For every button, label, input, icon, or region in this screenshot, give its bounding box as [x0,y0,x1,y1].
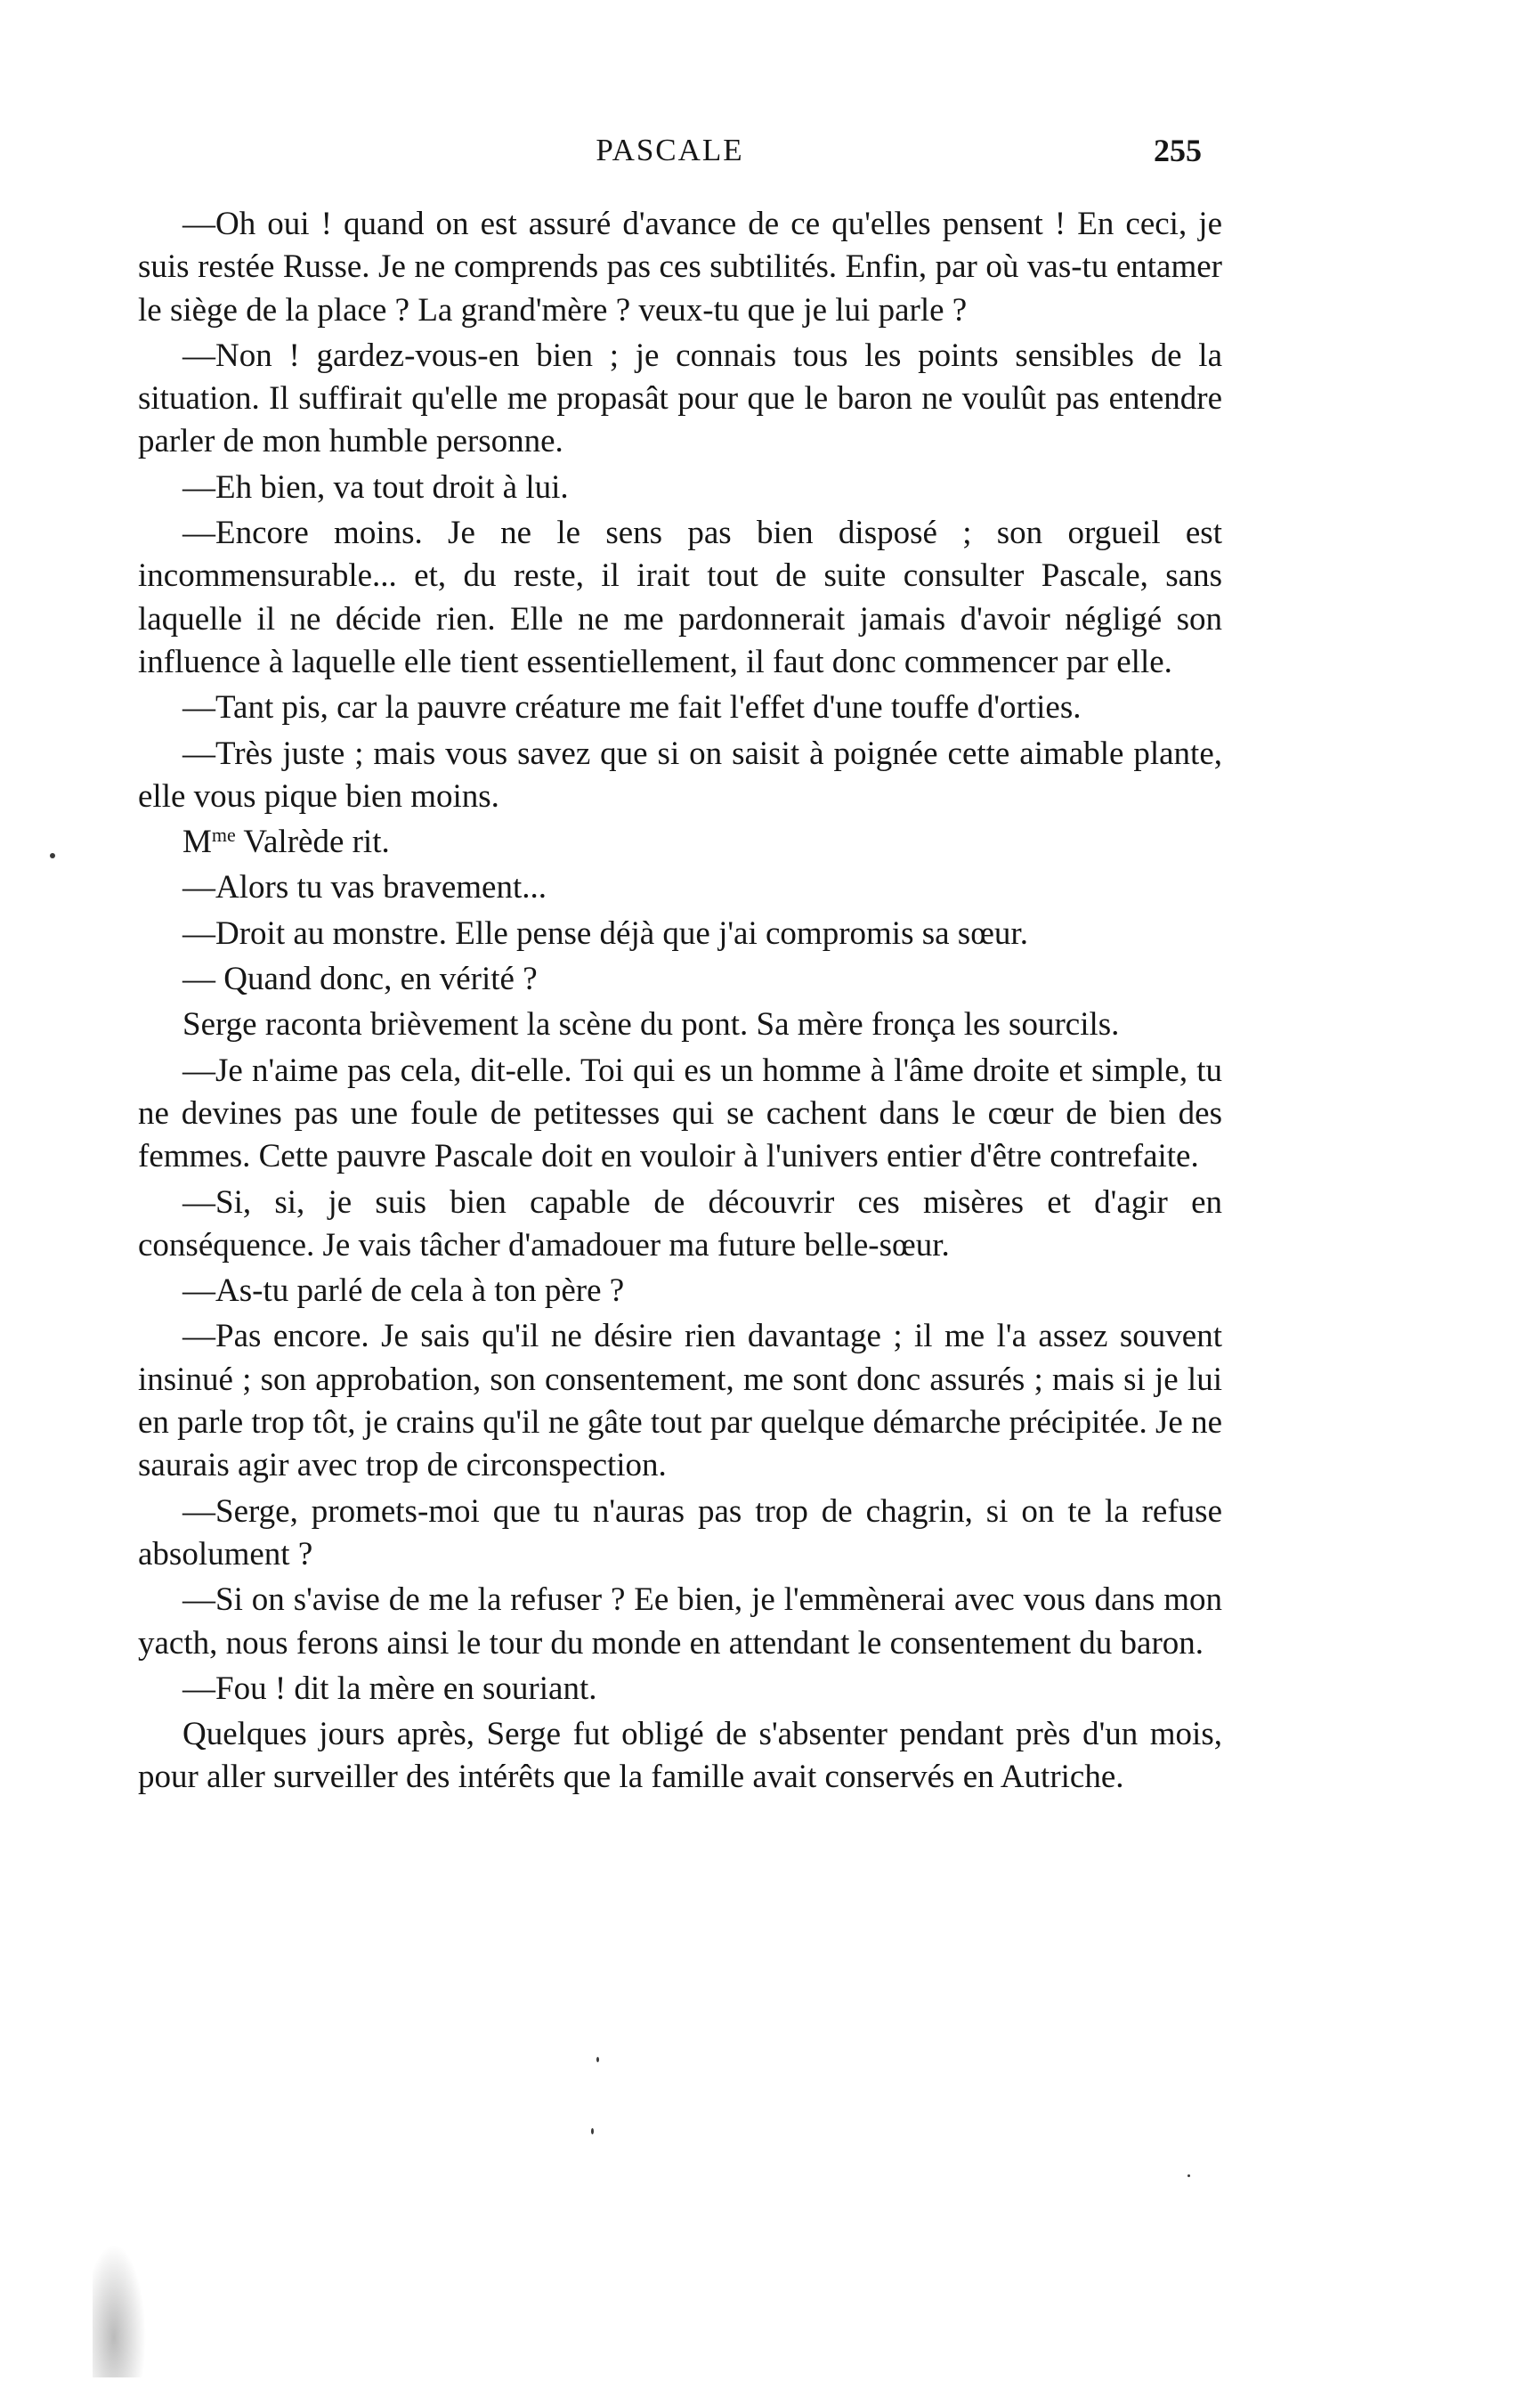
paragraph: —Pas encore. Je sais qu'il ne désire rien davantage ; il me l'a assez souvent insinué ; son approbation, son consentement, me sont donc assurés ; mais si je lui en parle trop tôt, je crains qu'il ne gâte tout par quelque démarche précipitée. Je ne saurais agir avec trop de circonspection. [138,1318,1222,1484]
paragraph: —Je n'aime pas cela, dit-elle. Toi qui es un homme à l'âme droite et simple, tu ne devines pas une foule de petitesses qui se cachent dans le cœur de bien des femmes. Cette pauvre Pascale doit en vouloir à l'univers entier d'être contrefaite. [138,1052,1222,1175]
body-text [138,203,1222,1800]
paragraph: Quelques jours après, Serge fut obligé de s'absenter pendant près d'un mois, pour aller surveiller des intérêts que la famille avait conservés en Autriche. [138,1716,1222,1796]
paragraph: — Quand donc, en vérité ? [182,961,538,998]
paragraph: Serge raconta brièvement la scène du pont. Sa mère fronça les sourcils. [182,1006,1120,1044]
print-speck [1187,2174,1190,2177]
print-speck [596,2057,599,2062]
page-header [138,128,1202,173]
paragraph: —Alors tu vas bravement... [182,869,547,906]
paragraph: —Si, si, je suis bien capable de découvrir ces misères et d'agir en conséquence. Je vais tâcher d'amadouer ma future belle-sœur. [138,1183,1222,1264]
paragraph: —Serge, promets-moi que tu n'auras pas trop de chagrin, si on te la refuse absolument ? [138,1492,1222,1572]
print-speck [50,853,55,858]
paragraph: —Droit au monstre. Elle pense déjà que j'ai compromis sa sœur. [182,914,1028,952]
paragraph: —Fou ! dit la mère en souriant. [182,1670,597,1707]
paragraph [138,821,1222,864]
paragraph: —Non ! gardez-vous-en bien ; je connais tous les points sensibles de la situation. Il suffirait qu'elle me propasât pour que le baron ne voulût pas entendre parler de mon humble personne. [138,337,1222,460]
title-abbreviation: M [182,824,212,861]
paragraph: —Encore moins. Je ne le sens pas bien disposé ; son orgueil est incommensurable... et, du reste, il irait tout de suite consulter Pascale, sans laquelle il ne décide rien. Elle ne me pardonnerait jamais d'avoir négligé son influence à laquelle elle tient essentiellement, il faut donc commencer par elle. [138,515,1222,680]
paragraph: —Si on s'avise de me la refuser ? Ee bien, je l'emmènerai avec vous dans mon yacth, nous ferons ainsi le tour du monde en attendant le consentement du baron. [138,1581,1222,1662]
paragraph: —Oh oui ! quand on est assuré d'avance de ce qu'elles pensent ! En ceci, je suis restée Russe. Je ne comprends pas ces subtilités. Enfin, par où vas-tu entamer le siège de la place ? La grand'mère ? veux-tu que je lui parle ? [138,206,1222,329]
paragraph: —Très juste ; mais vous savez que si on saisit à poignée cette aimable plante, elle vous pique bien moins. [138,735,1222,815]
title-superscript: me [211,824,236,847]
page-number: 255 [1154,133,1202,168]
paragraph: —Tant pis, car la pauvre créature me fait l'effet d'une touffe d'orties. [182,689,1082,727]
running-title: PASCALE [596,133,744,167]
page-edge-smudge [93,2244,146,2377]
paragraph: —Eh bien, va tout droit à lui. [182,468,569,506]
paragraph: —As-tu parlé de cela à ton père ? [182,1272,625,1310]
paragraph-text: Valrède rit. [235,824,390,861]
print-speck [591,2128,594,2134]
